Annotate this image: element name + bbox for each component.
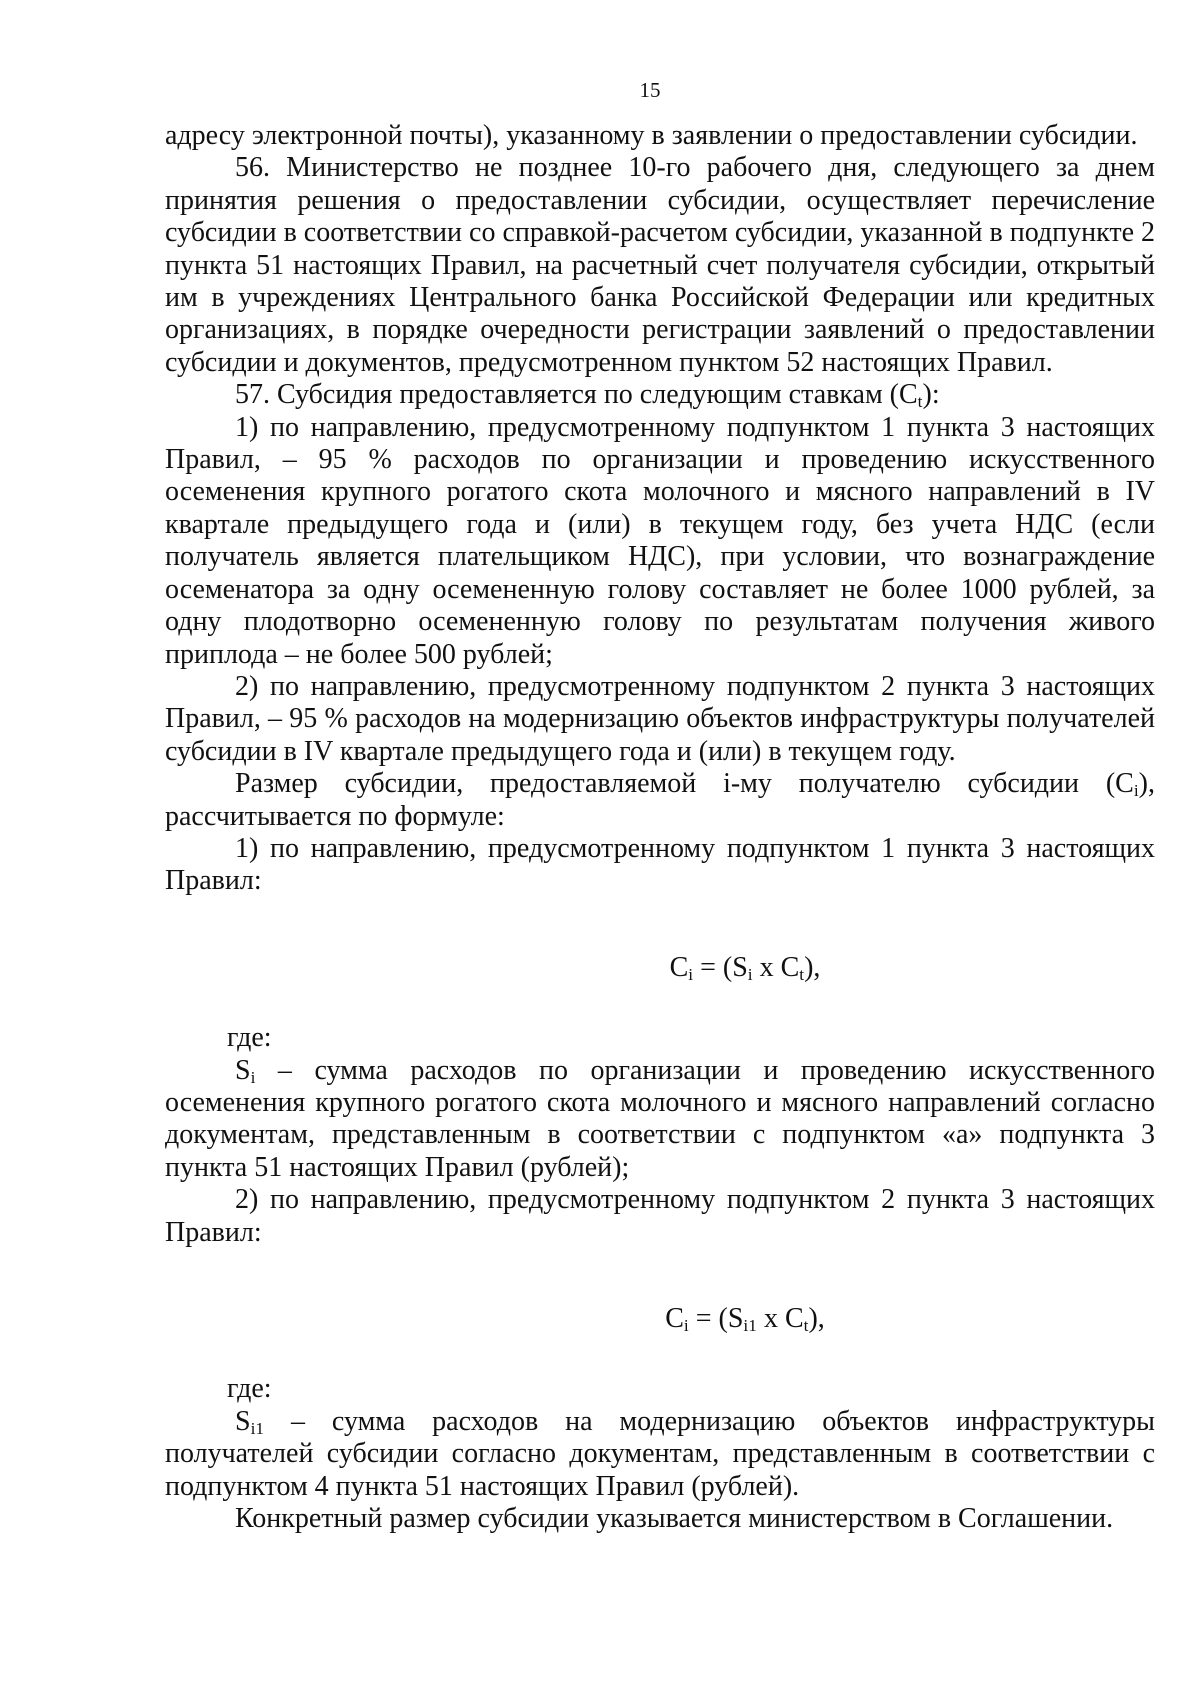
- paragraph-continuation: адресу электронной почты), указанному в заявлении о предоставлении субсидии.: [165, 120, 1138, 151]
- subsidy-size-end: ), рассчитывается по формуле:: [165, 768, 1155, 832]
- formula-1-part-b: = (S: [693, 951, 748, 983]
- paragraph-57-end: ):: [922, 379, 940, 411]
- formula-1-sub-b: i: [747, 964, 753, 984]
- subsidy-size-paragraph: [165, 768, 1155, 833]
- subsidy-size-text: Размер субсидии, предоставляемой i-му получателю субсидии (C: [235, 768, 1134, 800]
- formula-2-part-c: x C: [756, 1303, 804, 1334]
- paragraph-57-text: 57. Субсидия предоставляется по следующим ставкам (C: [235, 379, 918, 411]
- formula-1-part-c: x C: [752, 951, 800, 983]
- definition-2-subscript: i1: [250, 1418, 265, 1438]
- formula-1-part-d: ),: [804, 951, 821, 983]
- definition-1-text: – сумма расходов по организации и проведению искусственного осеменения крупного рогатого скота молочного и мясного направлений согласно документам, представленным в соответствии с подпунктом «а» подпункта 3 пункта 51 настоящих Правил (рублей);: [165, 1054, 1155, 1183]
- document-body: [165, 120, 1155, 1535]
- final-paragraph: Конкретный размер субсидии указывается министерством в Соглашении.: [235, 1503, 1114, 1535]
- formula-2-part-a: C: [665, 1303, 684, 1334]
- definition-2-text: – сумма расходов на модернизацию объектов инфраструктуры получателей субсидии согласно документам, представленным в соответствии с подпунктом 4 пункта 51 настоящих Правил (рублей).: [165, 1405, 1155, 1502]
- definition-1-subscript: i: [250, 1067, 256, 1087]
- rate-item-1: 1) по направлению, предусмотренному подпунктом 1 пункта 3 настоящих Правил, – 95 % расходов по организации и проведению искусственного осеменения крупного рогатого скота молочного и мясного направлений в IV квартале предыдущего года и (или) в текущем году, без учета НДС (если получатель является плательщиком НДС), при условии, что вознаграждение осеменатора за одну осемененную голову составляет не более 1000 рублей, за одну плодотворно осемененную голову по результатам получения живого приплода – не более 500 рублей;: [165, 411, 1155, 670]
- formula-1-part-a: C: [669, 951, 689, 983]
- rate-item-2: 2) по направлению, предусмотренному подпунктом 2 пункта 3 настоящих Правил, – 95 % расходов на модернизацию объектов инфраструктуры получателей субсидии в IV квартале предыдущего года и (или) в текущем году.: [165, 670, 1155, 767]
- formula-1: [165, 952, 1155, 984]
- formula-1-sub-c: t: [799, 964, 805, 984]
- paragraph-57-subscript: t: [917, 392, 923, 412]
- definition-1-symbol: S: [235, 1054, 251, 1086]
- calculation-1-intro: 1) по направлению, предусмотренному подпунктом 1 пункта 3 настоящих Правил:: [165, 832, 1155, 897]
- definition-1: [165, 1055, 1155, 1185]
- formula-2-part-b: = (S: [688, 1303, 744, 1334]
- where-label-2: где:: [227, 1373, 272, 1405]
- formula-2: [165, 1303, 1155, 1335]
- formula-1-sub-a: i: [688, 964, 694, 984]
- formula-2-sub-b: i1: [743, 1316, 757, 1335]
- formula-2-sub-a: i: [683, 1316, 689, 1335]
- paragraph-57: [165, 379, 1155, 411]
- definition-2: [165, 1406, 1155, 1503]
- formula-2-part-d: ),: [808, 1303, 825, 1334]
- formula-2-sub-c: t: [803, 1316, 809, 1335]
- subsidy-size-subscript: i: [1133, 781, 1139, 801]
- definition-2-symbol: S: [235, 1405, 251, 1437]
- where-label-1: где:: [227, 1022, 272, 1054]
- paragraph-56: 56. Министерство не позднее 10-го рабочего дня, следующего за днем принятия решения о предоставлении субсидии, осуществляет перечисление субсидии в соответствии со справкой-расчетом субсидии, указанной в подпункте 2 пункта 51 настоящих Правил, на расчетный счет получателя субсидии, открытый им в учреждениях Центрального банка Российской Федерации или кредитных организациях, в порядке очередности регистрации заявлений о предоставлении субсидии и документов, предусмотренном пунктом 52 настоящих Правил.: [165, 152, 1155, 378]
- page-number: 15: [639, 78, 661, 102]
- calculation-2-intro: 2) по направлению, предусмотренному подпунктом 2 пункта 3 настоящих Правил:: [165, 1184, 1155, 1248]
